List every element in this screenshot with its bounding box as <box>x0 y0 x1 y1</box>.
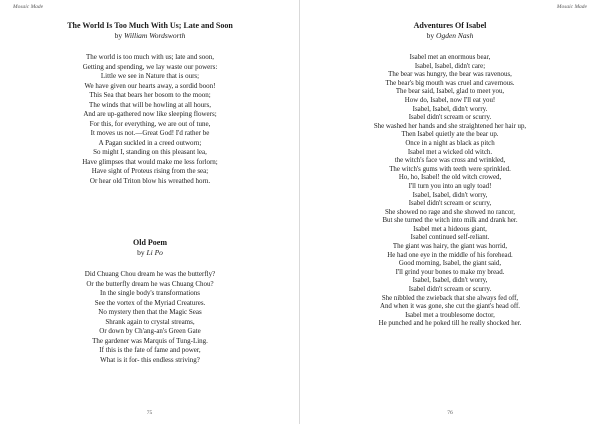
poem-line: Isabel, Isabel, didn't worry, <box>412 191 488 199</box>
poem-lines <box>0 53 300 186</box>
poem-line: A Pagan suckled in a creed outworn; <box>98 138 202 147</box>
poem-line: And when it was gone, she cut the giant's head off. <box>379 303 521 311</box>
poem-lines <box>300 54 600 329</box>
page-number-left: 75 <box>146 410 153 416</box>
poem-line: She washed her hands and she straightened her hair up, <box>373 122 527 130</box>
poem-line: The witch's gums with teeth were sprinkled. <box>389 165 511 173</box>
poem-line: The bear said, Isabel, glad to meet you, <box>395 88 505 96</box>
poem-line: the witch's face was cross and wrinkled, <box>394 157 506 165</box>
poem-line: Or the butterfly dream he was Chuang Chou? <box>86 279 214 288</box>
poem-line: The winds that will be howling at all hours, <box>89 100 211 109</box>
poem-line: Good morning, Isabel, the giant said, <box>398 260 502 268</box>
poem-line: See the vortex of the Myriad Creatures. <box>94 298 206 307</box>
poem-line: How do, Isabel, now I'll eat you! <box>404 96 496 104</box>
poem-nash <box>300 21 600 329</box>
poem-line: What is it for- this endless striving? <box>100 355 200 364</box>
poem-author: Ogden Nash <box>436 31 474 40</box>
poem-line: Isabel continued self-reliant. <box>410 234 490 242</box>
poem-line: The bear's big mouth was cruel and cavernous. <box>385 79 515 87</box>
poem-byline <box>0 248 300 258</box>
poem-line: Isabel, Isabel, didn't worry. <box>412 105 488 113</box>
poem-line: He had one eye in the middle of his forehead. <box>387 251 513 259</box>
poem-author: William Wordsworth <box>124 31 186 40</box>
poem-lines <box>0 270 300 365</box>
poem-line: No mystery then that the Magic Seas <box>98 308 202 316</box>
poem-line: We have given our hearts away, a sordid boon! <box>84 81 216 90</box>
poem-line: Little we see in Nature that is ours; <box>100 72 200 80</box>
poem-line: But she turned the witch into milk and drank her. <box>382 217 518 225</box>
poem-line: I'll turn you into an ugly toad! <box>408 182 492 190</box>
poem-title: Old Poem <box>133 238 167 247</box>
poem-line: So might I, standing on this pleasant lea, <box>93 148 207 156</box>
poem-line: The giant was hairy, the giant was horrid, <box>392 243 508 251</box>
running-head-right: Mosaic Made <box>556 4 587 10</box>
poem-line: Once in a night as black as pitch <box>405 139 495 147</box>
poem-line: She showed no rage and she showed no rancor, <box>384 208 516 216</box>
poem-line: The bear was hungry, the bear was ravenous, <box>388 71 512 79</box>
poem-line: For this, for everything, we are out of tune, <box>89 119 211 128</box>
poem-line: Did Chuang Chou dream he was the butterfly? <box>84 270 216 278</box>
poem-line: Getting and spending, we lay waste our powers: <box>82 62 218 71</box>
poem-line: This Sea that bears her bosom to the moon; <box>89 91 211 99</box>
poem-byline <box>300 31 600 41</box>
poem-line: The world is too much with us; late and soon, <box>86 53 214 61</box>
poem-line: Isabel didn't scream or scurry. <box>408 286 492 294</box>
poem-line: Ho, ho, Isabel! the old witch crowed, <box>398 174 502 182</box>
poem-line: Or hear old Triton blow his wreathed horn. <box>89 176 211 185</box>
poem-title: The World Is Too Much With Us; Late and Soon <box>67 21 233 30</box>
poem-line: It moves us not.—Great God! I'd rather be <box>90 129 210 137</box>
poem-author: Li Po <box>146 248 163 257</box>
poem-li-po <box>0 238 300 365</box>
poem-line: Isabel, Isabel, didn't worry, <box>412 277 488 285</box>
poem-line: The gardener was Marquis of Tung-Ling. <box>92 336 208 345</box>
poem-line: If this is the fate of fame and power, <box>99 346 201 354</box>
poem-line: Isabel met a wicked old witch. <box>407 148 493 156</box>
poem-line: I'll grind your bones to make my bread. <box>395 268 505 276</box>
poem-wordsworth <box>0 21 300 186</box>
poem-line: Have glimpses that would make me less forlorn; <box>82 157 218 166</box>
page-number-right: 76 <box>447 410 453 416</box>
poem-line: And are up-gathered now like sleeping flowers; <box>83 110 217 118</box>
poem-byline <box>0 31 300 41</box>
by-label: by <box>114 31 123 40</box>
poem-title: Adventures Of Isabel <box>413 21 487 30</box>
poem-line: In the single body's transformations <box>99 289 201 297</box>
running-head-left: Mosaic Made <box>13 4 44 10</box>
poem-line: Shrank again to crystal streams, <box>105 317 195 326</box>
poem-line: Isabel met an enormous bear, <box>409 54 491 61</box>
poem-line: Then Isabel quietly ate the bear up. <box>401 131 499 139</box>
poem-line: Isabel, Isabel, didn't care; <box>414 62 486 70</box>
poem-line: She nibbled the zwieback that she always fed off, <box>381 294 519 302</box>
poem-line: Isabel met a hideous giant, <box>413 225 487 233</box>
by-label: by <box>137 248 145 257</box>
right-page <box>300 0 600 424</box>
poem-line: Isabel met a troublesome doctor, <box>405 311 495 319</box>
by-label: by <box>426 31 435 40</box>
poem-line: Isabel didn't scream or scurry. <box>408 114 492 122</box>
poem-line: Have sight of Proteus rising from the sea; <box>91 167 209 175</box>
poem-line: Or down by Ch'ang-an's Green Gate <box>99 327 201 335</box>
poem-line: He punched and he poked till he really shocked her. <box>378 320 522 328</box>
poem-line: Isabel didn't scream or scurry, <box>408 200 492 208</box>
